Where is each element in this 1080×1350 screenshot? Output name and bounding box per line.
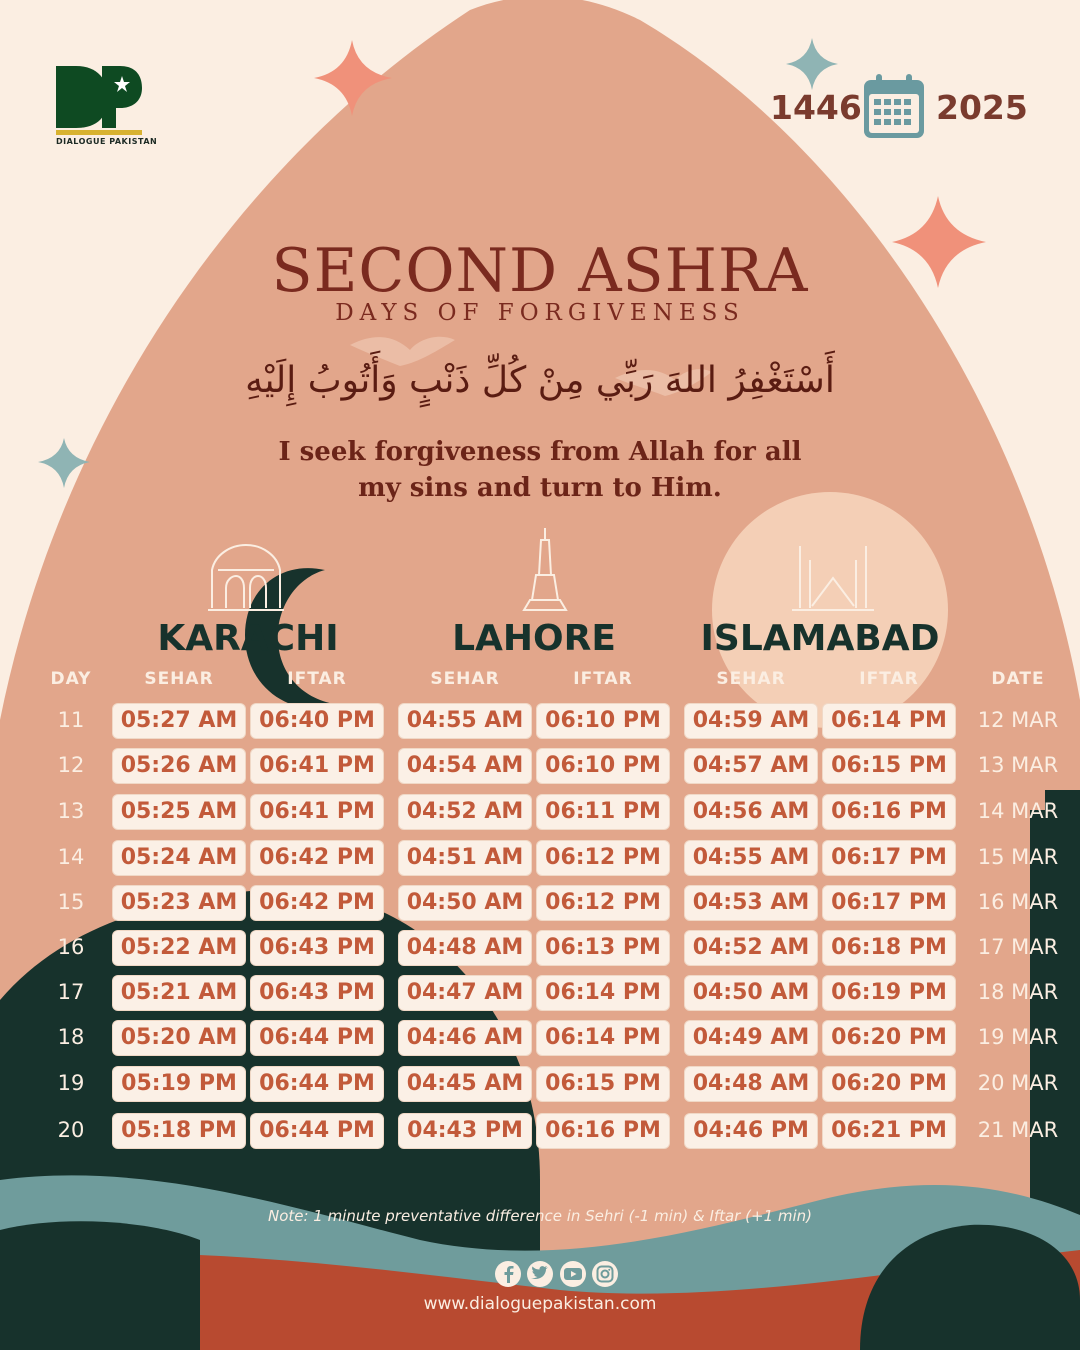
lahore-sehar-time: 04:55 AM <box>399 704 531 738</box>
islamabad-sehar-time: 04:49 AM <box>685 1021 817 1055</box>
column-day: DAY <box>50 669 92 689</box>
calendar-icon <box>862 72 926 140</box>
table-row <box>0 1114 1080 1154</box>
karachi-iftar-time: 06:41 PM <box>251 795 383 829</box>
facebook-icon[interactable] <box>495 1261 521 1287</box>
gregorian-date: 15 MAR <box>977 845 1059 869</box>
gregorian-date: 13 MAR <box>977 753 1059 777</box>
instagram-icon[interactable] <box>592 1261 618 1287</box>
gregorian-date: 14 MAR <box>977 799 1059 823</box>
islamabad-sehar-time: 04:50 AM <box>685 976 817 1010</box>
lahore-iftar-time: 06:14 PM <box>537 976 669 1010</box>
gregorian-date: 16 MAR <box>977 890 1059 914</box>
translation-line: I seek forgiveness from Allah for all <box>278 437 802 467</box>
day-number: 14 <box>57 845 85 869</box>
column-sehar: SEHAR <box>144 669 214 689</box>
karachi-sehar-time: 05:20 AM <box>113 1021 245 1055</box>
lahore-iftar-time: 06:11 PM <box>537 795 669 829</box>
dialogue-pakistan-logo <box>56 64 146 148</box>
gregorian-date: 18 MAR <box>977 980 1059 1004</box>
lahore-iftar-time: 06:13 PM <box>537 931 669 965</box>
karachi-iftar-time: 06:42 PM <box>251 841 383 875</box>
karachi-iftar-time: 06:41 PM <box>251 749 383 783</box>
lahore-iftar-time: 06:10 PM <box>537 749 669 783</box>
karachi-sehar-time: 05:19 PM <box>113 1067 245 1101</box>
lahore-sehar-time: 04:51 AM <box>399 841 531 875</box>
table-row <box>0 749 1080 789</box>
islamabad-iftar-time: 06:16 PM <box>823 795 955 829</box>
column-sehar: SEHAR <box>430 669 500 689</box>
page-subtitle: DAYS OF FORGIVENESS <box>335 300 745 326</box>
table-row <box>0 1067 1080 1107</box>
islamabad-iftar-time: 06:17 PM <box>823 841 955 875</box>
translation-line: my sins and turn to Him. <box>358 473 722 503</box>
karachi-sehar-time: 05:27 AM <box>113 704 245 738</box>
islamabad-iftar-time: 06:17 PM <box>823 886 955 920</box>
day-number: 20 <box>57 1118 85 1142</box>
hijri-year: 1446 <box>770 88 862 127</box>
column-iftar: IFTAR <box>287 669 347 689</box>
lahore-sehar-time: 04:50 AM <box>399 886 531 920</box>
page-title: SECOND ASHRA <box>271 236 809 306</box>
table-row <box>0 931 1080 971</box>
lahore-sehar-time: 04:46 AM <box>399 1021 531 1055</box>
islamabad-sehar-time: 04:46 PM <box>685 1114 817 1148</box>
twitter-icon[interactable] <box>527 1261 553 1287</box>
day-number: 19 <box>57 1071 85 1095</box>
islamabad-sehar-time: 04:57 AM <box>685 749 817 783</box>
karachi-sehar-time: 05:25 AM <box>113 795 245 829</box>
islamabad-iftar-time: 06:15 PM <box>823 749 955 783</box>
column-sehar: SEHAR <box>716 669 786 689</box>
karachi-iftar-time: 06:44 PM <box>251 1114 383 1148</box>
lahore-sehar-time: 04:43 PM <box>399 1114 531 1148</box>
islamabad-iftar-time: 06:20 PM <box>823 1021 955 1055</box>
karachi-iftar-time: 06:43 PM <box>251 976 383 1010</box>
sparkle-shape <box>786 38 838 90</box>
day-number: 13 <box>57 799 85 823</box>
lahore-iftar-time: 06:15 PM <box>537 1067 669 1101</box>
day-number: 16 <box>57 935 85 959</box>
islamabad-sehar-time: 04:52 AM <box>685 931 817 965</box>
dua-translation <box>0 434 1080 506</box>
youtube-icon[interactable] <box>560 1261 586 1287</box>
islamabad-iftar-time: 06:14 PM <box>823 704 955 738</box>
footnote: Note: 1 minute preventative difference in Sehri (-1 min) & Iftar (+1 min) <box>267 1207 813 1225</box>
lahore-iftar-time: 06:16 PM <box>537 1114 669 1148</box>
islamabad-sehar-time: 04:55 AM <box>685 841 817 875</box>
karachi-sehar-time: 05:22 AM <box>113 931 245 965</box>
islamabad-sehar-time: 04:59 AM <box>685 704 817 738</box>
lahore-iftar-time: 06:10 PM <box>537 704 669 738</box>
islamabad-iftar-time: 06:19 PM <box>823 976 955 1010</box>
day-number: 12 <box>57 753 85 777</box>
gregorian-date: 20 MAR <box>977 1071 1059 1095</box>
website-link[interactable]: www.dialoguepakistan.com <box>423 1294 657 1314</box>
day-number: 15 <box>57 890 85 914</box>
city-karachi: KARACHI <box>157 618 339 659</box>
islamabad-iftar-time: 06:21 PM <box>823 1114 955 1148</box>
lahore-sehar-time: 04:48 AM <box>399 931 531 965</box>
islamabad-sehar-time: 04:56 AM <box>685 795 817 829</box>
karachi-sehar-time: 05:23 AM <box>113 886 245 920</box>
table-row <box>0 1021 1080 1061</box>
table-row <box>0 976 1080 1016</box>
islamabad-iftar-time: 06:18 PM <box>823 931 955 965</box>
lahore-sehar-time: 04:54 AM <box>399 749 531 783</box>
lahore-sehar-time: 04:52 AM <box>399 795 531 829</box>
gregorian-year: 2025 <box>936 88 1028 127</box>
gregorian-date: 17 MAR <box>977 935 1059 959</box>
social-icons <box>494 1260 624 1288</box>
islamabad-sehar-time: 04:53 AM <box>685 886 817 920</box>
logo-caption: DIALOGUE PAKISTAN <box>56 137 158 146</box>
lahore-iftar-time: 06:12 PM <box>537 886 669 920</box>
lahore-iftar-time: 06:12 PM <box>537 841 669 875</box>
karachi-sehar-time: 05:21 AM <box>113 976 245 1010</box>
karachi-sehar-time: 05:18 PM <box>113 1114 245 1148</box>
islamabad-sehar-time: 04:48 AM <box>685 1067 817 1101</box>
column-iftar: IFTAR <box>573 669 633 689</box>
table-row <box>0 795 1080 835</box>
karachi-iftar-time: 06:44 PM <box>251 1021 383 1055</box>
table-row <box>0 841 1080 881</box>
karachi-iftar-time: 06:40 PM <box>251 704 383 738</box>
table-row <box>0 886 1080 926</box>
gregorian-date: 19 MAR <box>977 1025 1059 1049</box>
lahore-iftar-time: 06:14 PM <box>537 1021 669 1055</box>
column-date: DATE <box>991 669 1045 689</box>
karachi-iftar-time: 06:44 PM <box>251 1067 383 1101</box>
arabic-dua: أَسْتَغْفِرُ اللهَ رَبِّي مِنْ كُلِّ ذَنْبٍ وَأَتُوبُ إِلَيْهِ <box>245 360 835 401</box>
karachi-sehar-time: 05:26 AM <box>113 749 245 783</box>
day-number: 18 <box>57 1025 85 1049</box>
gregorian-date: 21 MAR <box>977 1118 1059 1142</box>
day-number: 17 <box>57 980 85 1004</box>
lahore-sehar-time: 04:47 AM <box>399 976 531 1010</box>
day-number: 11 <box>57 708 85 732</box>
lahore-sehar-time: 04:45 AM <box>399 1067 531 1101</box>
table-row <box>0 704 1080 744</box>
karachi-iftar-time: 06:43 PM <box>251 931 383 965</box>
gregorian-date: 12 MAR <box>977 708 1059 732</box>
city-lahore: LAHORE <box>452 618 616 659</box>
karachi-sehar-time: 05:24 AM <box>113 841 245 875</box>
dome-silhouette <box>0 1221 200 1350</box>
islamabad-iftar-time: 06:20 PM <box>823 1067 955 1101</box>
column-iftar: IFTAR <box>859 669 919 689</box>
karachi-iftar-time: 06:42 PM <box>251 886 383 920</box>
city-islamabad: ISLAMABAD <box>700 618 940 659</box>
